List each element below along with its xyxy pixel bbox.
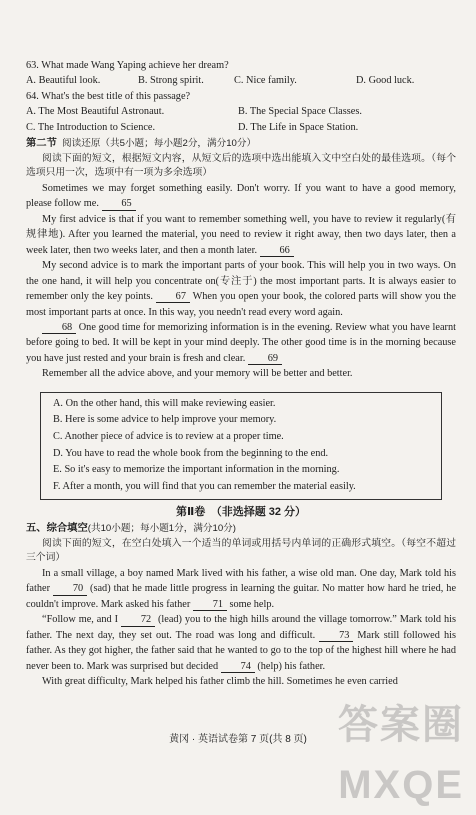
- blank-71: 71: [193, 599, 227, 611]
- page-footer: 黄冈 · 英语试卷第 7 页(共 8 页): [169, 734, 307, 745]
- cloze-passage: [26, 566, 456, 690]
- option-d: D. Good luck.: [356, 75, 415, 87]
- section-2-title: 第二节: [26, 138, 57, 150]
- cloze-paragraph-3: With great difficulty, Mark helped his father climb the hill. Sometimes he even carried: [42, 676, 398, 688]
- option-item: C. Another piece of advice is to review at a proper time.: [53, 431, 284, 443]
- passage-paragraph-2: My first advice is that if you want to remember something well, you have to review it regularly(有规律地). After you learned the material, you need to review it right away, then two days later, then a week later, then two weeks later, and then a month later. 66: [26, 213, 456, 256]
- section-2-heading: [26, 136, 456, 151]
- option-c: C. The Introduction to Science.: [26, 121, 156, 133]
- passage-paragraph-4: 68 One good time for memorizing information is in the evening. Review what you have learnt before going to bed. It will be kept in your mind deeply. The other good time is in the morning because you have just rested and your brain is fresh and clear. 69: [26, 321, 456, 364]
- question-63-options: [26, 73, 456, 88]
- blank-66: 66: [260, 245, 294, 257]
- option-item: D. You have to read the whole book from the beginning to the end.: [53, 447, 329, 459]
- blank-70: 70: [53, 583, 87, 595]
- question-63-stem: 63. What made Wang Yaping achieve her dream?: [26, 60, 229, 71]
- option-d: D. The Life in Space Station.: [238, 121, 359, 133]
- question-64: [26, 89, 456, 135]
- question-64-stem: 64. What's the best title of this passage?: [26, 90, 191, 102]
- section-2-instructions: 阅读下面的短文，根据短文内容，从短文后的选项中选出能填入文中空白处的最佳选项。（每个选项只用一次，选项中有一项为多余选项）: [26, 152, 456, 179]
- option-item: B. Here is some advice to help improve your memory.: [53, 414, 277, 426]
- section-5-heading: [26, 521, 456, 536]
- passage-paragraph-5: Remember all the advice above, and your memory will be better and better.: [42, 368, 353, 380]
- option-c: C. Nice family.: [234, 75, 297, 87]
- section-5-title: 五、综合填空: [26, 523, 88, 535]
- passage-paragraph-3: My second advice is to mark the important parts of your book. This will help you in two ways. On the one hand, it will help you concentrate on(专注于) the most important parts. It is always easier to remember only the key points. 67 When you open your book, the colored parts will show you the most important parts at once. In this way, you needn't read every word again.: [26, 260, 456, 318]
- option-a: A. Beautiful look.: [26, 75, 101, 87]
- option-a: A. The Most Beautiful Astronaut.: [26, 106, 165, 118]
- option-item: F. After a month, you will find that you can remember the material easily.: [53, 481, 356, 493]
- section-5-rule: (共10小题；每小题1分，满分10分): [87, 523, 236, 535]
- blank-67: 67: [156, 291, 190, 303]
- cloze-paragraph-2: “Follow me, and I 72 (lead) you to the high hills around the village tomorrow.” Mark told his father. The next day, they set out. The road was long and difficult. 73 Mark still followed his father. As they got higher, the father said that he wanted to go to the top of the highest hill where he had never been to. Mark was surprised but decided 74 (help) his father.: [26, 614, 457, 672]
- option-b: B. Strong spirit.: [138, 75, 204, 87]
- options-box: [40, 392, 442, 500]
- section-2-rule: 阅读还原（共5小题；每小题2分，满分10分）: [62, 138, 257, 150]
- passage-paragraph-1: Sometimes we may forget something easily. Don't worry. If you want to have a good memory, please follow me. 65: [26, 183, 456, 210]
- blank-72: 72: [121, 614, 155, 626]
- option-item: E. So it's easy to memorize the important information in the morning.: [53, 464, 340, 476]
- option-item: A. On the other hand, this will make reviewing easier.: [53, 397, 276, 409]
- option-b: B. The Special Space Classes.: [238, 106, 362, 118]
- question-63: [26, 58, 456, 89]
- blank-68: 68: [42, 322, 76, 334]
- blank-65: 65: [102, 198, 136, 210]
- question-64-options-row2: [26, 120, 456, 135]
- reading-passage: [26, 181, 456, 382]
- watermark-logo: 答案圈 MXQE: [338, 703, 464, 807]
- part-2-heading: 第Ⅱ卷 （非选择题 32 分）: [175, 505, 307, 518]
- cloze-paragraph-1: In a small village, a boy named Mark lived with his father, a wise old man. One day, Mark told his father 70 (sad) that he made little progress in learning the guitar. No matter how hard he tried, he couldn't improve. Mark asked his father 71 some help.: [26, 568, 457, 610]
- section-5-instructions: 阅读下面的短文，在空白处填入一个适当的单词或用括号内单词的正确形式填空。（每空不超过三个词）: [26, 537, 456, 564]
- question-64-options-row1: [26, 104, 456, 119]
- blank-74: 74: [221, 661, 255, 673]
- blank-73: 73: [319, 630, 353, 642]
- blank-69: 69: [248, 353, 282, 365]
